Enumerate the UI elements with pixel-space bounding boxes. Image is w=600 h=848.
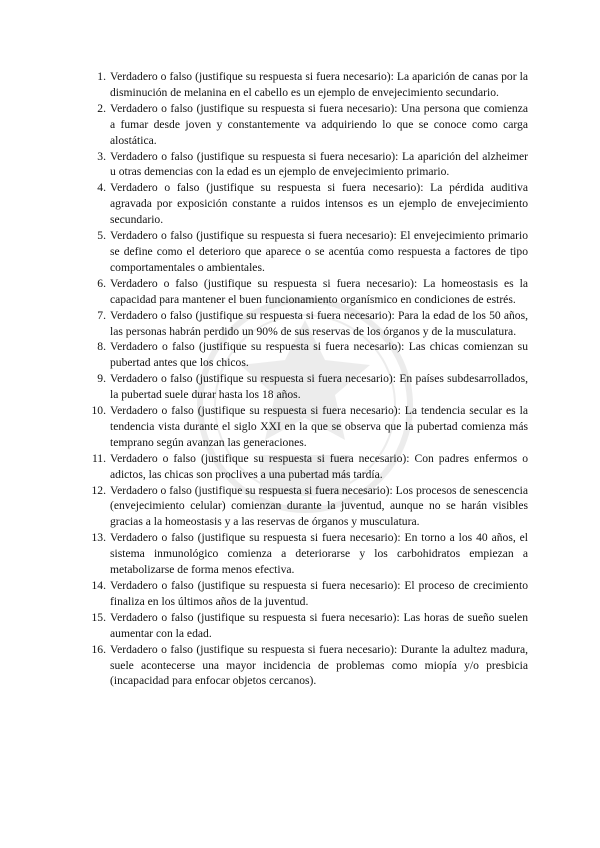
question-number: 5. — [97, 229, 106, 243]
question-number: 6. — [97, 276, 106, 290]
list-item — [86, 69, 528, 101]
question-text: Verdadero o falso (justifique su respuesta si fuera necesario): Las chicas comienzan su pubertad antes que los chicos. — [110, 340, 528, 370]
question-text: Verdadero o falso (justifique su respuesta si fuera necesario): La aparición del alzheimer u otras demencias con la edad es un ejemplo de envejecimiento primario. — [110, 149, 528, 179]
question-text: Verdadero o falso (justifique su respuesta si fuera necesario): La tendencia secular es la tendencia vista durante el siglo XXI en la que se observa que la pubertad comienza más temprano según avanzan las generaciones. — [110, 404, 528, 449]
list-item — [86, 339, 528, 371]
question-number: 1. — [97, 70, 106, 83]
question-number: 3. — [97, 149, 106, 163]
list-item — [86, 610, 528, 642]
question-text: Verdadero o falso (justifique su respuesta si fuera necesario): El envejecimiento primario se define como el deterioro que aparece o se acentúa como respuesta a factores de tipo comportamentales o ambientales. — [110, 229, 528, 274]
question-text: Verdadero o falso (justifique su respuesta si fuera necesario): Las horas de sueño suelen aumentar con la edad. — [110, 610, 528, 640]
document-page — [86, 69, 528, 689]
question-number: 8. — [97, 340, 106, 354]
list-item — [86, 180, 528, 228]
question-number: 15. — [91, 610, 106, 624]
question-text: Verdadero o falso (justifique su respuesta si fuera necesario): La homeostasis es la capacidad para mantener el buen funcionamiento organísmico en condiciones de estrés. — [110, 276, 528, 306]
list-item — [86, 149, 528, 181]
list-item — [86, 371, 528, 403]
list-item — [86, 642, 528, 690]
question-text: Verdadero o falso (justifique su respuesta si fuera necesario): El proceso de crecimiento finaliza en los últimos años de la juventud. — [110, 579, 528, 608]
question-number: 2. — [97, 101, 106, 115]
question-number: 13. — [91, 531, 106, 545]
question-text: Verdadero o falso (justifique su respuesta si fuera necesario): Durante la adultez madura, suele acontecerse una mayor incidencia de problemas como miopía y/o presbicia (incapacidad para enfocar objetos cercanos). — [110, 642, 528, 688]
list-item — [86, 276, 528, 308]
question-number: 10. — [91, 404, 106, 418]
question-number: 7. — [97, 308, 106, 322]
list-item — [86, 101, 528, 149]
list-item — [86, 403, 528, 451]
question-text: Verdadero o falso (justifique su respuesta si fuera necesario): En países subdesarrollados, la pubertad suele durar hasta los 18 años. — [110, 372, 528, 402]
question-number: 16. — [91, 642, 106, 656]
question-text: Verdadero o falso (justifique su respuesta si fuera necesario): Para la edad de los 50 años, las personas habrán perdido un 90% de sus reservas de los órganos y de la musculatura. — [110, 308, 528, 338]
question-text: Verdadero o falso (justifique su respuesta si fuera necesario): La aparición de canas por la disminución de melanina en el cabello es un ejemplo de envejecimiento secundario. — [110, 70, 528, 99]
question-number: 9. — [97, 372, 106, 386]
question-list — [86, 69, 528, 689]
list-item — [86, 228, 528, 276]
question-text: Verdadero o falso (justifique su respuesta si fuera necesario): Una persona que comienza a fumar desde joven y constantemente va adquiriendo lo que se conoce como carga alostática. — [110, 101, 528, 147]
question-text: Verdadero o falso (justifique su respuesta si fuera necesario): En torno a los 40 años, el sistema inmunológico comienza a deteriorarse y los carbohidratos empiezan a metabolizarse de forma menos efectiva. — [110, 531, 528, 577]
question-text: Verdadero o falso (justifique su respuesta si fuera necesario): Con padres enfermos o adictos, las chicas son proclives a una pubertad más tardía. — [110, 451, 528, 481]
list-item — [86, 483, 528, 531]
question-text: Verdadero o falso (justifique su respuesta si fuera necesario): Los procesos de senescencia (envejecimiento celular) comienzan durante la juventud, aunque no se harán visibles gracias a la homeostasis y a las reservas de órganos y musculatura. — [110, 483, 528, 529]
list-item — [86, 451, 528, 483]
question-text: Verdadero o falso (justifique su respuesta si fuera necesario): La pérdida auditiva agravada por exposición constante a ruidos intensos es un ejemplo de envejecimiento secundario. — [110, 181, 528, 227]
list-item — [86, 530, 528, 578]
question-number: 12. — [91, 483, 106, 497]
question-number: 11. — [91, 451, 106, 465]
list-item — [86, 578, 528, 610]
list-item — [86, 308, 528, 340]
question-number: 14. — [91, 579, 106, 592]
question-number: 4. — [97, 181, 106, 195]
